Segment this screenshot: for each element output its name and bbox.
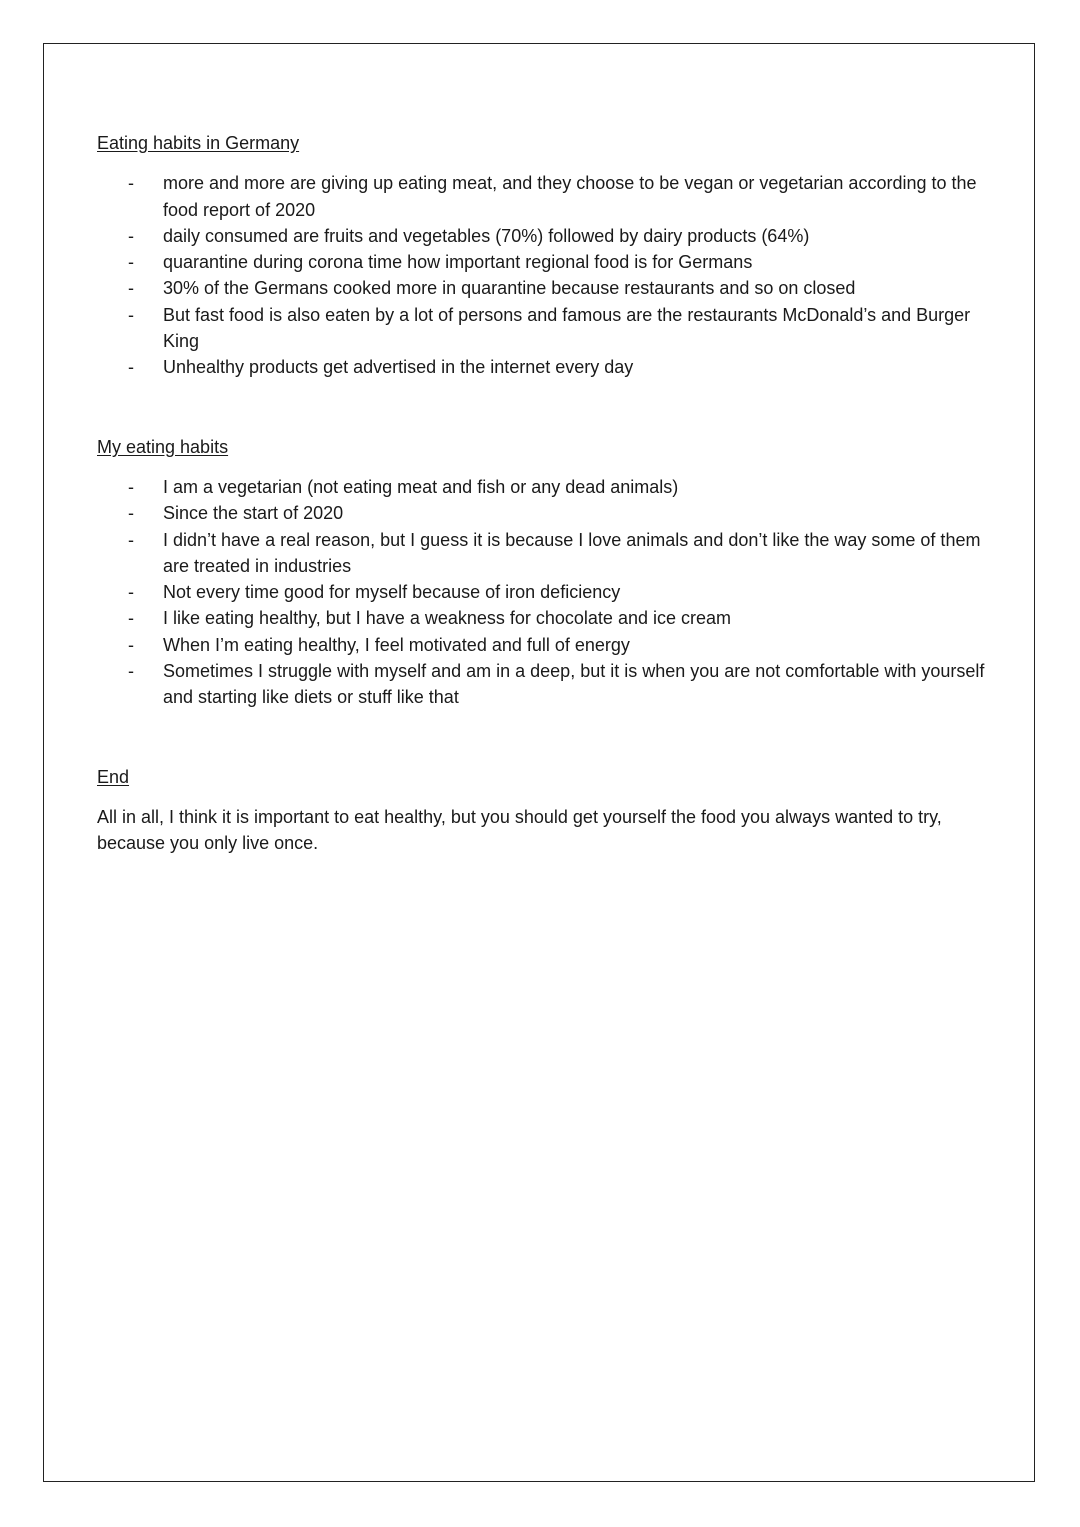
section-heading: Eating habits in Germany (97, 133, 300, 153)
list-item-text: Not every time good for myself because of iron deficiency (163, 582, 621, 603)
bullet-dash: - (128, 225, 134, 246)
bullet-dash: - (128, 661, 134, 682)
list-item (97, 302, 997, 355)
list-item (97, 170, 997, 223)
bullet-dash: - (128, 173, 134, 194)
list-item-text: more and more are giving up eating meat, and they choose to be vegan or vegetarian according to the food report of 2020 (163, 173, 977, 220)
list-item (97, 249, 997, 275)
list-item-text: Unhealthy products get advertised in the internet every day (163, 357, 634, 378)
list-item-text: I like eating healthy, but I have a weakness for chocolate and ice cream (163, 608, 731, 629)
list-item-text: daily consumed are fruits and vegetables (70%) followed by dairy products (64%) (163, 225, 810, 246)
bullet-dash: - (128, 608, 134, 629)
list-item (97, 527, 997, 580)
list-item (97, 474, 997, 500)
bullet-list (97, 474, 997, 711)
list-item-text: 30% of the Germans cooked more in quarantine because restaurants and so on closed (163, 278, 856, 299)
section-end (97, 764, 997, 857)
list-item-text: Since the start of 2020 (163, 503, 344, 524)
spacer (97, 381, 997, 434)
list-item (97, 605, 997, 631)
bullet-dash: - (128, 582, 134, 603)
list-item (97, 223, 997, 249)
bullet-dash: - (128, 252, 134, 273)
list-item-text: quarantine during corona time how important regional food is for Germans (163, 252, 753, 273)
spacer (97, 711, 997, 764)
list-item (97, 500, 997, 526)
section-eating-habits-germany (97, 130, 997, 381)
section-my-eating-habits (97, 434, 997, 711)
list-item (97, 658, 997, 711)
bullet-dash: - (128, 476, 134, 497)
list-item-text: But fast food is also eaten by a lot of persons and famous are the restaurants McDonald’s and Burger King (163, 304, 971, 352)
list-item-text: When I’m eating healthy, I feel motivated and full of energy (163, 634, 630, 655)
bullet-dash: - (128, 304, 134, 325)
bullet-dash: - (128, 278, 134, 299)
bullet-dash: - (128, 503, 134, 524)
list-item-text: I am a vegetarian (not eating meat and fish or any dead animals) (163, 476, 679, 497)
list-item (97, 579, 997, 605)
list-item (97, 354, 997, 380)
list-item-text: I didn’t have a real reason, but I guess it is because I love animals and don’t like the way some of them are treated in industries (163, 529, 981, 576)
bullet-dash: - (128, 357, 134, 378)
list-item-text: Sometimes I struggle with myself and am in a deep, but it is when you are not comfortable with yourself and starting like diets or stuff like that (163, 661, 985, 708)
bullet-dash: - (128, 634, 134, 655)
bullet-dash: - (128, 529, 134, 550)
document-body (97, 130, 997, 857)
bullet-list (97, 170, 997, 380)
section-heading: My eating habits (97, 436, 229, 457)
list-item (97, 275, 997, 301)
section-heading: End (97, 766, 130, 787)
conclusion-paragraph: All in all, I think it is important to eat healthy, but you should get yourself the food you always wanted to try, because you only live once. (97, 806, 942, 854)
list-item (97, 632, 997, 658)
